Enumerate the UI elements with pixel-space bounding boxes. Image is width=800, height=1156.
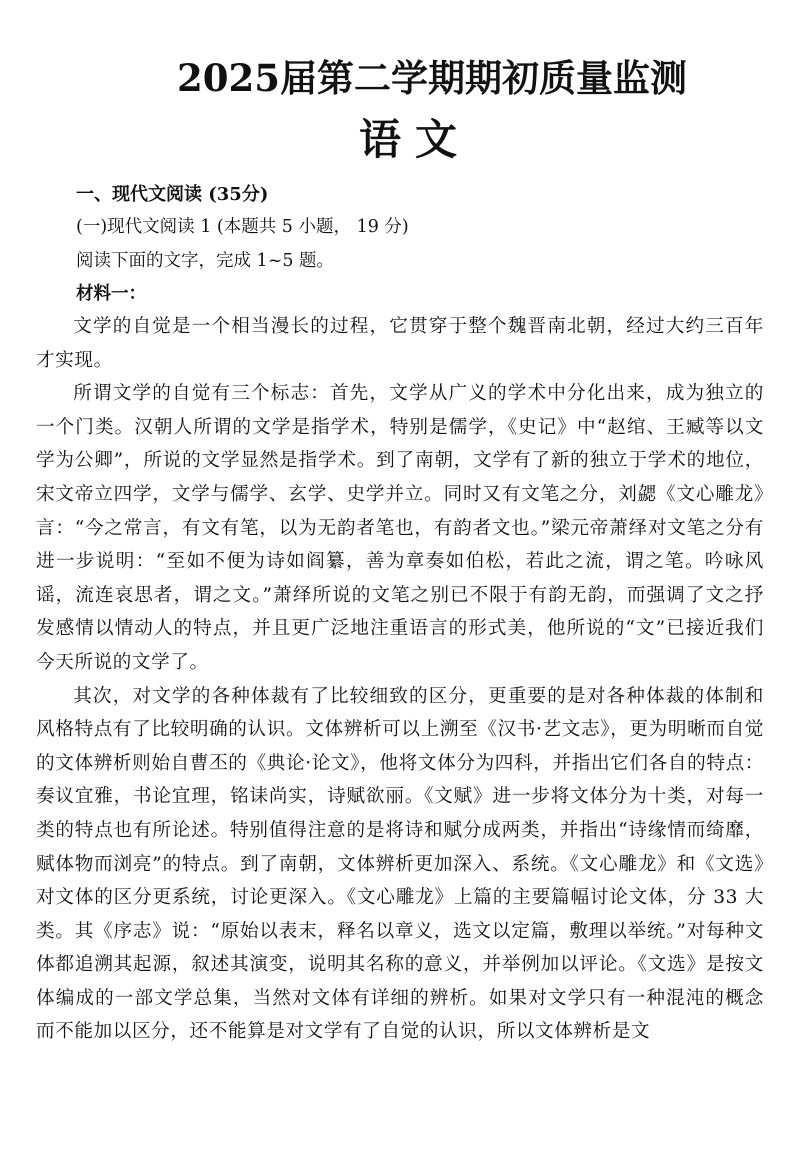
passage-paragraph: 其次，对文学的各种体裁有了比较细致的区分，更重要的是对各种体裁的体制和风格特点有了比较明确的认识。文体辨析可以上溯至《汉书·艺文志》，更为明晰而自觉的文体辨析则始自曹丕的《典论·论文》，他将文体分为四科，并指出它们各自的特点：奏议宜雅，书论宜理，铭诔尚实，诗赋欲丽。《文赋》进一步将文体分为十类，对每一类的特点也有所论述。特别值得注意的是将诗和赋分成两类，并指出“诗缘情而绮靡，赋体物而浏亮”的特点。到了南朝，文体辨析更加深入、系统。《文心雕龙》和《文选》对文体的区分更系统，讨论更深入。《文心雕龙》上篇的主要篇幅讨论文体，分 33 大类。其《序志》说：“原始以表末，释名以章义，选文以定篇，敷理以举统。”对每种文体都追溯其起源，叙述其演变，说明其名称的意义，并举例加以评论。《文选》是按文体编成的一部文学总集，当然对文体有详细的辨析。如果对文学只有一种混沌的概念而不能加以区分，还不能算是对文学有了自觉的认识，所以文体辨析是文 xyxy=(36,685,764,1043)
section-heading: 一、现代文阅读 (35分) xyxy=(76,184,269,205)
material-label: 材料一： xyxy=(76,284,146,304)
reading-instruction: 阅读下面的文字，完成 1~5 题。 xyxy=(76,251,335,271)
sub-section-heading: (一)现代文阅读 1 (本题共 5 小题， 19 分) xyxy=(76,217,409,237)
subject-title: 语文 xyxy=(358,115,471,164)
passage-paragraph: 所谓文学的自觉有三个标志：首先，文学从广义的学术中分化出来，成为独立的一个门类。汉朝人所谓的文学是指学术，特别是儒学，《史记》中“赵绾、王臧等以文学为公卿”，所说的文学显然是指学术。到了南朝，文学有了新的独立于学术的地位，宋文帝立四学，文学与儒学、玄学、史学并立。同时又有文笔之分，刘勰《文心雕龙》言：“今之常言，有文有笔，以为无韵者笔也，有韵者文也。”梁元帝萧绎对文笔之分有进一步说明：“至如不便为诗如阎纂，善为章奏如伯松，若此之流，谓之笔。吟咏风谣，流连哀思者，谓之文。”萧绎所说的文笔之别已不限于有韵无韵，而强调了文之抒发感情以情动人的特点，并且更广泛地注重语言的形式美，他所说的“文”已接近我们今天所说的文学了。 xyxy=(36,383,764,673)
exam-title: 2025届第二学期期初质量监测 xyxy=(177,56,687,100)
passage-body xyxy=(36,310,764,1049)
passage-paragraph: 文学的自觉是一个相当漫长的过程，它贯穿于整个魏晋南北朝，经过大约三百年才实现。 xyxy=(36,316,764,371)
